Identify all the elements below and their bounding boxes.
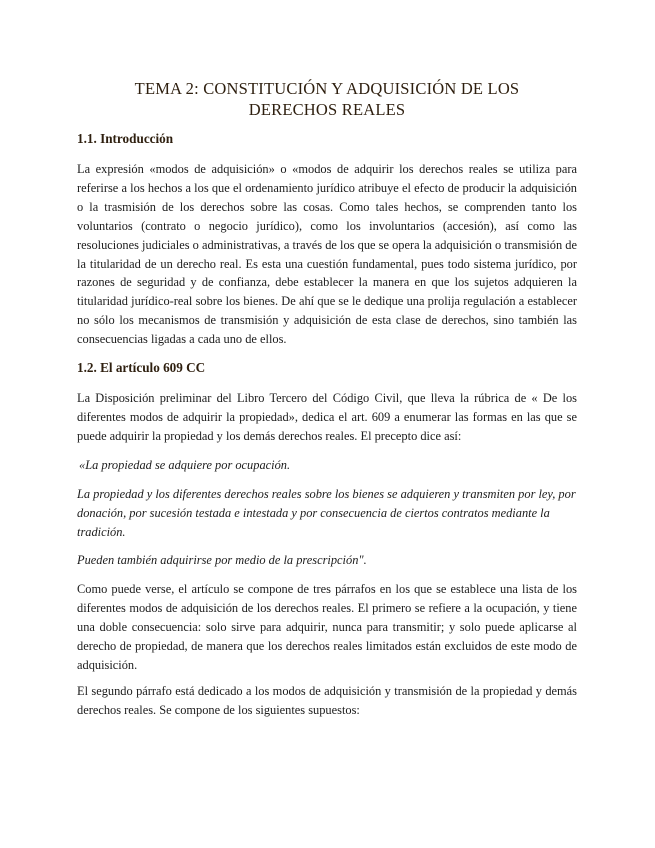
section-heading-introduccion: 1.1. Introducción <box>77 131 174 146</box>
quote-paragraph-2: La propiedad y los diferentes derechos reales sobre los bienes se adquieren y transmiten por ley, por donación, por sucesión testada e intestada y por consecuencia de ciertos contratos mediante la tradición. <box>77 486 576 539</box>
section-heading-articulo-609: 1.2. El artículo 609 CC <box>77 360 206 376</box>
paragraph-introduccion: La expresión «modos de adquisición» o «modos de adquirir los derechos reales se utiliza para referirse a los hechos a los que el ordenamiento jurídico atribuye el efecto de producir la adquisición o la trasmisión de los derechos sobre las cosas. Como tales hechos, se comprenden tanto los voluntarios (contrato o negocio jurídico), como los involuntarios (accesión), así como las resoluciones judiciales o administrativas, a través de los que se opera la adquisición o transmisión de la titularidad de un derecho real. Es esta una cuestión fundamental, pues todo sistema jurídico, por razones de seguridad y de confianza, debe establecer la manera en que los sujetos adquieren la titularidad jurídico-real sobre los bienes. De ahí que se le dedique una prolija regulación a establecer no sólo los mecanismos de transmisión y adquisición de esta clase de derechos, sino también las consecuencias ligadas a cada uno de ellos. <box>77 162 577 347</box>
paragraph-comentario: Como puede verse, el artículo se compone de tres párrafos en los que se establece una lista de los diferentes modos de adquisición de los derechos reales. El primero se refiere a la ocupación, y tiene una doble consecuencia: solo sirve para adquirir, nunca para transmitir; y solo puede aplicarse al derecho de propiedad, de manera que los derechos reales limitados están excluidos de este modo de adquisición. <box>77 582 577 672</box>
quote-paragraph-1: «La propiedad se adquiere por ocupación. <box>79 457 291 472</box>
document-page <box>77 78 577 726</box>
paragraph-disposicion-preliminar: La Disposición preliminar del Libro Tercero del Código Civil, que lleva la rúbrica de « De los diferentes modos de adquirir la propiedad», dedica el art. 609 a enumerar las formas en las que se puede adquirir la propiedad y los demás derechos reales. El precepto dice así: <box>77 391 577 443</box>
title-line-2: DERECHOS REALES <box>248 100 406 119</box>
quote-paragraph-3: Pueden también adquirirse por medio de la prescripción". <box>77 553 367 568</box>
paragraph-segundo-parrafo: El segundo párrafo está dedicado a los modos de adquisición y transmisión de la propiedad y demás derechos reales. Se compone de los siguientes supuestos: <box>77 683 577 717</box>
title-line-1: TEMA 2: CONSTITUCIÓN Y ADQUISICIÓN DE LOS <box>134 79 520 98</box>
document-title <box>77 78 577 120</box>
